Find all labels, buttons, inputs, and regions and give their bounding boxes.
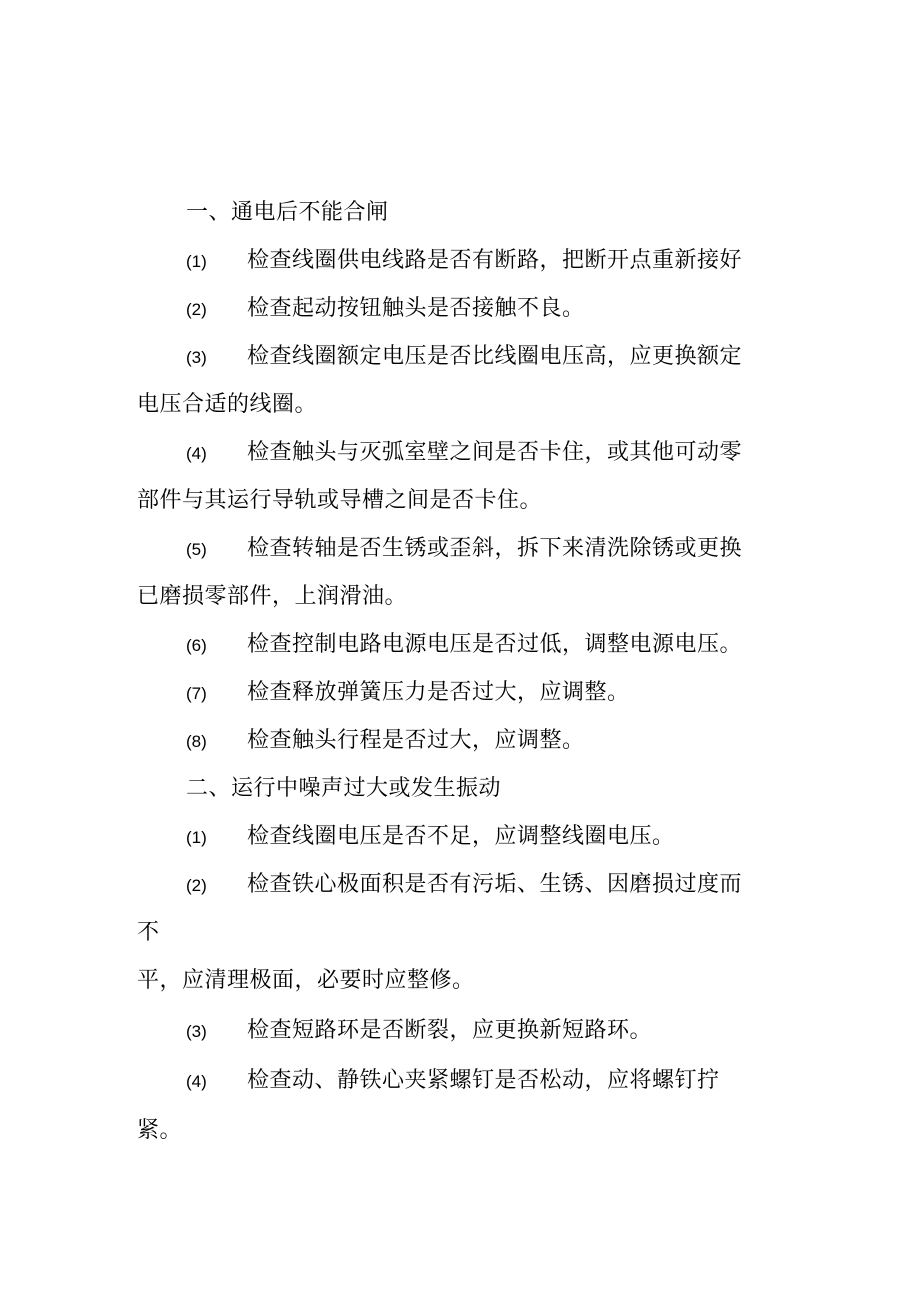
item-text: 检查短路环是否断裂，应更换新短路环。 (247, 1018, 653, 1043)
item-text-continued: 已磨损零部件，上润滑油。 (137, 584, 408, 609)
item-text: 检查铁心极面积是否有污垢、生锈、因磨损过度而 (247, 872, 743, 897)
item-text-continued: 电压合适的线圈。 (137, 392, 318, 417)
item-number: (7) (186, 684, 207, 703)
item-number: (3) (186, 348, 207, 367)
item-text: 检查线圈电压是否不足，应调整线圈电压。 (247, 824, 675, 849)
item-number: (2) (186, 300, 207, 319)
item-number: (1) (186, 252, 207, 271)
item-number: (1) (186, 828, 207, 847)
item-text: 检查线圈额定电压是否比线圈电压高，应更换额定 (247, 344, 743, 369)
item-number: (2) (186, 876, 207, 895)
item-text: 检查触头与灭弧室壁之间是否卡住，或其他可动零 (247, 440, 743, 465)
section-heading: 二、运行中噪声过大或发生振动 (186, 776, 502, 801)
section-heading: 一、通电后不能合闸 (186, 200, 389, 225)
item-number: (4) (186, 444, 207, 463)
item-number: (5) (186, 540, 207, 559)
item-number: (8) (186, 732, 207, 751)
item-text: 检查起动按钮触头是否接触不良。 (247, 296, 585, 321)
item-text: 检查释放弹簧压力是否过大，应调整。 (247, 680, 630, 705)
item-text-continued: 不 (137, 920, 160, 945)
item-number: (3) (186, 1022, 207, 1041)
item-number: (6) (186, 636, 207, 655)
item-text: 检查触头行程是否过大，应调整。 (247, 728, 585, 753)
item-text: 检查线圈供电线路是否有断路，把断开点重新接好 (247, 248, 743, 273)
item-text-continued: 平，应清理极面，必要时应整修。 (137, 968, 475, 993)
item-text: 检查转轴是否生锈或歪斜，拆下来清洗除锈或更换 (247, 536, 743, 561)
item-text: 检查动、静铁心夹紧螺钉是否松动，应将螺钉拧 (247, 1068, 720, 1093)
item-text-continued: 部件与其运行导轨或导槽之间是否卡住。 (137, 488, 543, 513)
item-text: 检查控制电路电源电压是否过低，调整电源电压。 (247, 632, 743, 657)
item-text-continued: 紧。 (137, 1118, 183, 1143)
item-number: (4) (186, 1072, 207, 1091)
